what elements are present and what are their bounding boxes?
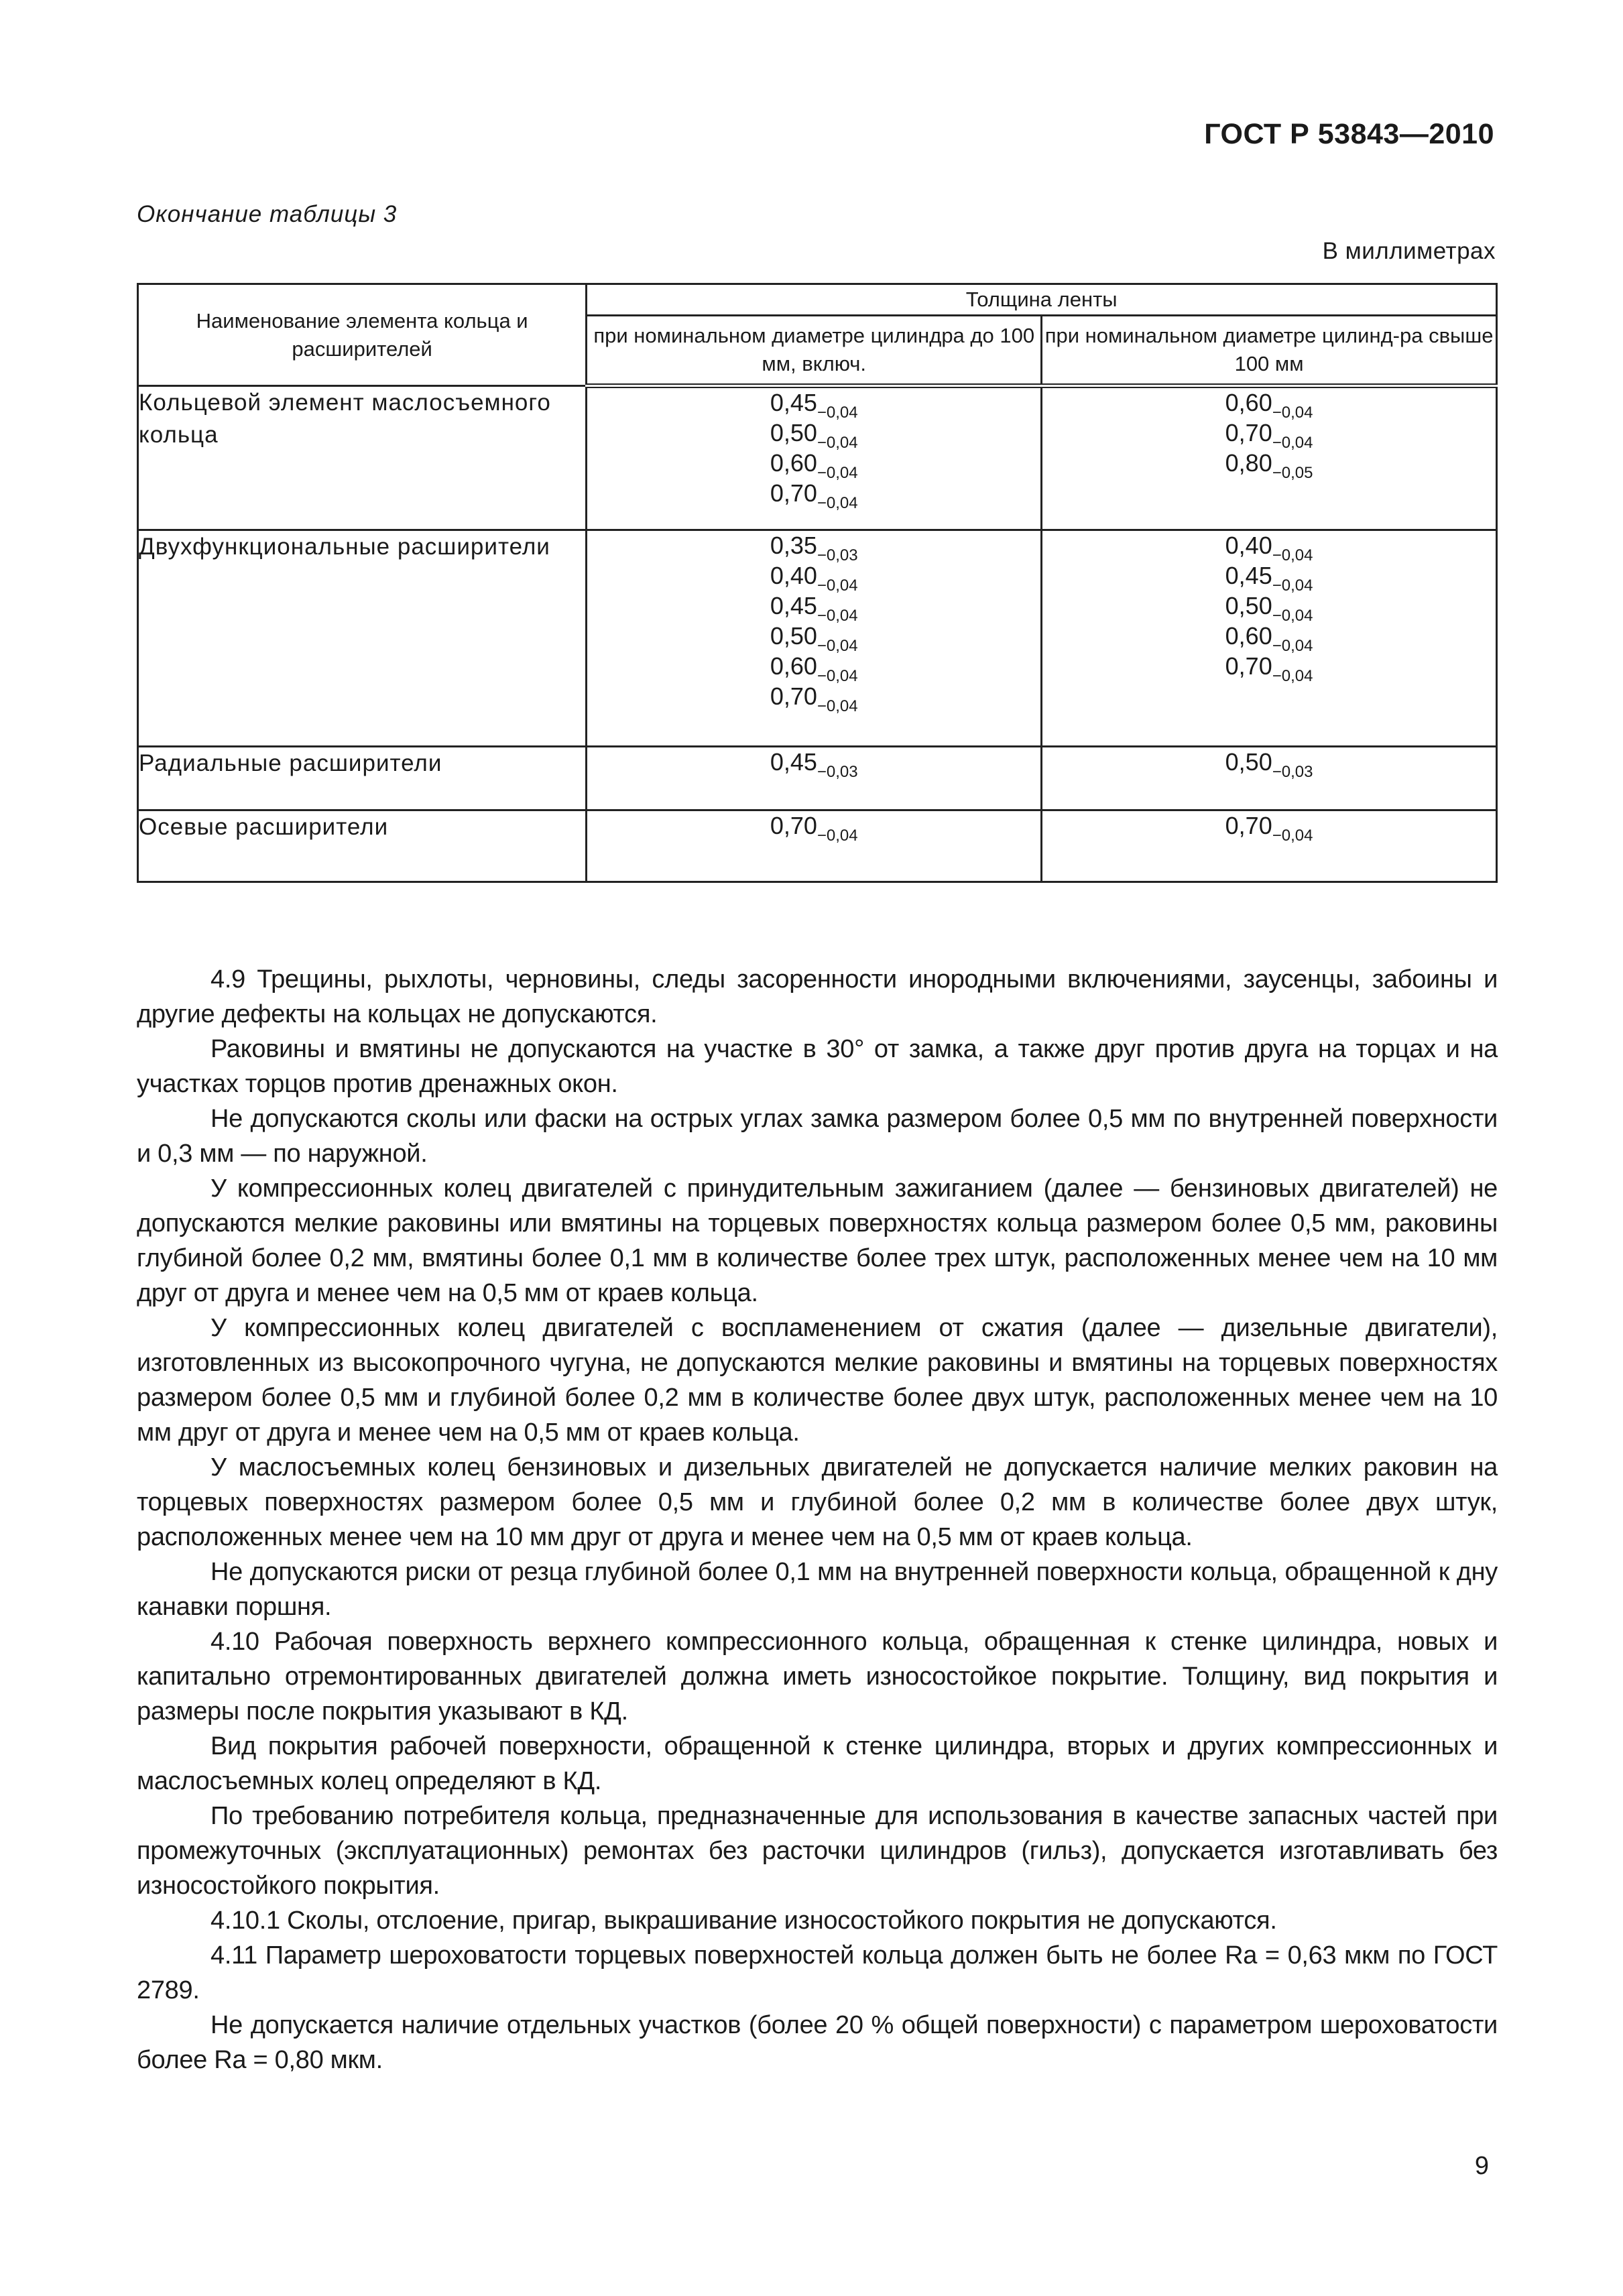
body-paragraph: Не допускается наличие отдельных участков (более 20 % общей поверхности) с параметром шероховатости более Ra = 0,80 мкм. [137,2011,1498,2074]
body-paragraph: Не допускаются риски от резца глубиной более 0,1 мм на внутренней поверхности кольца, обращенной к дну канавки поршня. [137,1558,1498,1621]
thickness-base: 0,60 [770,449,817,477]
thickness-value [587,561,1040,595]
thickness-base: 0,45 [770,389,817,416]
row-name-cell: Двухфункциональные расширители [138,530,587,747]
thickness-base: 0,70 [1225,419,1272,446]
thickness-tolerance: −0,04 [817,697,858,715]
thickness-tolerance: −0,03 [1272,763,1313,781]
thickness-base: 0,60 [1225,622,1272,650]
thickness-value [587,747,1040,781]
thickness-base: 0,40 [770,562,817,589]
thickness-base: 0,45 [1225,562,1272,589]
table-row [138,530,1497,747]
page-number: 9 [1474,2152,1489,2180]
thickness-base: 0,70 [1225,812,1272,839]
thickness-tolerance: −0,04 [1272,577,1313,595]
thickness-value [587,448,1040,482]
thickness-base: 0,50 [770,419,817,446]
thickness-base: 0,50 [770,622,817,650]
table-units: В миллиметрах [1322,238,1496,264]
thickness-tolerance: −0,03 [817,763,858,781]
thickness-value [587,811,1040,845]
thickness-value [1042,747,1496,781]
thickness-cell-up-to-100 [587,747,1042,810]
body-paragraph: У компрессионных колец двигателей с воспламенением от сжатия (далее — дизельные двигатели), изготовленных из высокопрочного чугуна, не допускаются мелкие раковины и вмятины на торцевых поверхностях размером более 0,5 мм и глубиной более 0,2 мм в количестве более двух штук, расположенных менее чем на 10 мм друг от друга и менее чем на 0,5 мм от краев кольца. [137,1314,1498,1447]
body-paragraph: 4.10.1 Сколы, отслоение, пригар, выкрашивание износостойкого покрытия не допускаются. [211,1907,1277,1935]
thickness-tolerance: −0,04 [817,464,858,482]
thickness-tolerance: −0,05 [1272,464,1313,482]
col-name-header: Наименование элемента кольца и расширителей [138,284,587,386]
thickness-value [1042,652,1496,685]
thickness-base: 0,80 [1225,449,1272,477]
thickness-base: 0,50 [1225,748,1272,776]
thickness-base: 0,70 [770,812,817,839]
thickness-table [137,283,1498,883]
thickness-tolerance: −0,04 [817,577,858,595]
thickness-cell-up-to-100 [587,530,1042,747]
thickness-base: 0,45 [770,748,817,776]
group-header: Толщина ленты [587,284,1497,316]
thickness-value [587,621,1040,655]
thickness-value [587,388,1040,422]
thickness-base: 0,45 [770,592,817,619]
table-caption: Окончание таблицы 3 [137,201,398,227]
thickness-value [587,591,1040,625]
thickness-tolerance: −0,03 [817,546,858,564]
row-name-cell: Радиальные расширители [138,747,587,810]
thickness-value [587,418,1040,452]
thickness-value [587,479,1040,512]
body-paragraph: У компрессионных колец двигателей с принудительным зажиганием (далее — бензиновых двигателей) не допускаются мелкие раковины или вмятины на торцевых поверхностях кольца размером более 0,5 мм, раковины глубиной более 0,2 мм, вмятины более 0,1 мм в количестве более трех штук, расположенных менее чем на 10 мм друг от друга и менее чем на 0,5 мм от краев кольца. [137,1174,1498,1307]
body-paragraph: Раковины и вмятины не допускаются на участке в 30° от замка, а также друг против друга на торцах и на участках торцов против дренажных окон. [137,1035,1498,1098]
thickness-tolerance: −0,04 [1272,546,1313,564]
body-paragraph: 4.11 Параметр шероховатости торцевых поверхностей кольца должен быть не более Ra = 0,63 мкм по ГОСТ 2789. [137,1941,1498,2004]
thickness-cell-over-100 [1042,810,1497,882]
thickness-base: 0,60 [770,652,817,680]
thickness-cell-over-100 [1042,530,1497,747]
thickness-tolerance: −0,04 [1272,667,1313,685]
thickness-base: 0,70 [770,479,817,507]
row-name-cell: Кольцевой элемент маслосъемного кольца [138,386,587,530]
thickness-value [1042,621,1496,655]
thickness-value [1042,531,1496,564]
thickness-cell-up-to-100 [587,386,1042,530]
body-paragraph: Вид покрытия рабочей поверхности, обращенной к стенке цилиндра, вторых и других компрессионных и маслосъемных колец определяют в КД. [137,1732,1498,1795]
thickness-cell-up-to-100 [587,810,1042,882]
thickness-value [1042,591,1496,625]
thickness-tolerance: −0,04 [817,434,858,452]
table-row [138,747,1497,810]
thickness-tolerance: −0,04 [817,494,858,512]
thickness-value [1042,811,1496,845]
thickness-tolerance: −0,04 [1272,827,1313,845]
table-row [138,810,1497,882]
thickness-tolerance: −0,04 [817,637,858,655]
body-paragraph: 4.10 Рабочая поверхность верхнего компрессионного кольца, обращенная к стенке цилиндра, новых и капитально отремонтированных двигателей должна иметь износостойкое покрытие. Толщину, вид покрытия и размеры после покрытия указывают в КД. [137,1628,1498,1726]
body-paragraph: Не допускаются сколы или фаски на острых углах замка размером более 0,5 мм по внутренней поверхности и 0,3 мм — по наружной. [137,1105,1498,1168]
thickness-tolerance: −0,04 [1272,607,1313,625]
thickness-base: 0,40 [1225,532,1272,559]
thickness-base: 0,70 [1225,652,1272,680]
row-name-cell: Осевые расширители [138,810,587,882]
document-header-standard: ГОСТ Р 53843—2010 [1204,118,1494,150]
body-paragraph: 4.9 Трещины, рыхлоты, черновины, следы засоренности инородными включениями, заусенцы, забоины и другие дефекты на кольцах не допускаются. [137,965,1498,1028]
col-a-header: при номинальном диаметре цилиндра до 100 мм, включ. [587,316,1042,386]
thickness-base: 0,50 [1225,592,1272,619]
thickness-value [1042,448,1496,482]
thickness-value [587,652,1040,685]
thickness-cell-over-100 [1042,386,1497,530]
thickness-value [1042,418,1496,452]
thickness-tolerance: −0,04 [817,404,858,422]
body-text [137,962,1498,2077]
thickness-value [587,531,1040,564]
thickness-tolerance: −0,04 [1272,637,1313,655]
thickness-base: 0,60 [1225,389,1272,416]
body-paragraph: По требованию потребителя кольца, предназначенные для использования в качестве запасных частей при промежуточных (эксплуатационных) ремонтах без расточки цилиндров (гильз), допускается изготавливать без износостойкого покрытия. [137,1802,1498,1900]
thickness-value [587,682,1040,715]
thickness-base: 0,35 [770,532,817,559]
thickness-base: 0,70 [770,682,817,710]
thickness-tolerance: −0,04 [1272,404,1313,422]
thickness-tolerance: −0,04 [817,607,858,625]
thickness-tolerance: −0,04 [817,667,858,685]
thickness-cell-over-100 [1042,747,1497,810]
thickness-value [1042,561,1496,595]
thickness-value [1042,388,1496,422]
body-paragraph: У маслосъемных колец бензиновых и дизельных двигателей не допускается наличие мелких раковин на торцевых поверхностях размером более 0,5 мм и глубиной более 0,2 мм в количестве более двух штук, расположенных менее чем на 10 мм друг от друга и менее чем на 0,5 мм от краев кольца. [137,1453,1498,1551]
table-row [138,386,1497,530]
thickness-tolerance: −0,04 [1272,434,1313,452]
thickness-tolerance: −0,04 [817,827,858,845]
col-b-header: при номинальном диаметре цилинд-ра свыше 100 мм [1042,316,1497,386]
